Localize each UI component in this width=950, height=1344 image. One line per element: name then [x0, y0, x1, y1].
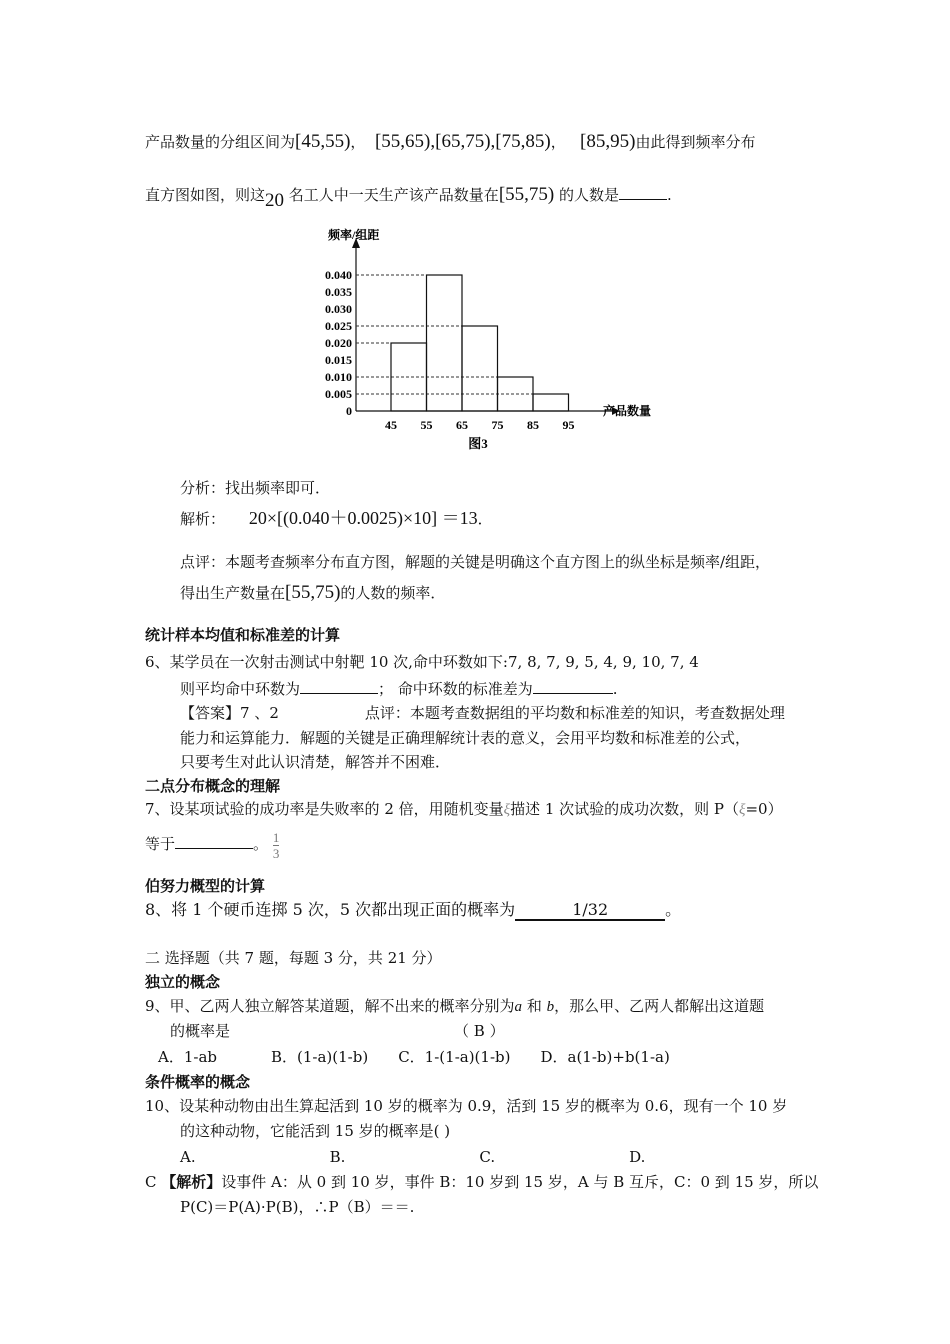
period: . — [612, 680, 618, 698]
q9-option-a: A．1-ab — [158, 1048, 217, 1066]
intro-suffix: 由此得到频率分布 — [635, 133, 756, 151]
y-tick-label: 0.005 — [325, 387, 352, 401]
fraction-one-third — [273, 830, 280, 861]
q6-comment-1: 点评：本题考查数据组的平均数和标准差的知识，考查数据处理 — [364, 704, 785, 722]
x-tick-label: 65 — [456, 418, 468, 432]
q10-solution-text: 设事件 A：从 0 到 10 岁，事件 B：10 岁到 15 岁，A 与 B 互斥，C：0 到 15 岁，所以 — [221, 1173, 819, 1191]
solution-end: ． — [477, 510, 493, 528]
q9-option-b: B．(1-a)(1-b) — [271, 1048, 369, 1066]
q9-text-c: ，那么甲、乙两人都解出这道题 — [554, 997, 765, 1015]
y-tick-label: 0.010 — [325, 370, 352, 384]
intro-line2-a: 直方图如图，则这 — [145, 186, 266, 204]
q9-and: 和 — [526, 997, 542, 1015]
question-7-line-2 — [145, 828, 279, 861]
q10-answer-letter: C — [145, 1173, 157, 1191]
intro-line2-c: 的人数是 — [559, 186, 620, 204]
y-tick-label: 0.015 — [325, 353, 352, 367]
x-tick-label: 75 — [491, 418, 504, 432]
intro-line-1 — [145, 132, 755, 152]
histogram-bar — [462, 326, 498, 411]
intro-line-2 — [145, 184, 672, 211]
section-heading-independence: 独立的概念 — [145, 973, 221, 991]
y-tick-label: 0.035 — [325, 285, 352, 299]
q7-text-b: 描述 1 次试验的成功次数，则 P（ — [510, 800, 740, 818]
q9-text-a: 9、甲、乙两人独立解答某道题，解不出来的概率分别为 — [145, 997, 515, 1015]
period: . — [667, 186, 672, 204]
q6-std-blank — [533, 678, 613, 694]
interval-2: [55,65) — [374, 131, 431, 152]
section-heading-two-point: 二点分布概念的理解 — [145, 777, 281, 795]
y-tick-label: 0.040 — [325, 268, 352, 282]
y-tick-label: 0.020 — [325, 336, 352, 350]
fraction-denominator: 3 — [272, 845, 280, 861]
q10-option-c: C. — [479, 1148, 496, 1166]
q10-solution-label: 【解析】 — [161, 1173, 222, 1191]
question-10-line-2: 的这种动物，它能活到 15 岁的概率是( ) — [180, 1122, 451, 1140]
solution-line — [180, 508, 493, 529]
chart-title: 图3 — [468, 436, 488, 451]
q8-text: 8、将 1 个硬币连掷 5 次，5 次都出现正面的概率为 — [145, 900, 516, 919]
q7-text-c: =0） — [745, 800, 783, 818]
histogram-chart — [300, 224, 680, 460]
question-7 — [145, 799, 783, 820]
q6-mean-blank — [300, 678, 378, 694]
q6-mean-label: 则平均命中环数为 — [180, 680, 301, 698]
x-tick-label: 45 — [385, 418, 397, 432]
q6-std-label: ； 命中环数的标准差为 — [378, 680, 533, 698]
q9-line2: 的概率是 — [170, 1022, 231, 1040]
q7-equals: 等于 — [145, 835, 176, 853]
y-tick-label: 0.025 — [325, 319, 352, 333]
y-tick-label: 0 — [346, 404, 352, 418]
q6-answer-line — [180, 703, 785, 723]
fraction-numerator: 1 — [272, 829, 280, 845]
interval-5: [85,95) — [580, 131, 636, 152]
solution-label: 解析： — [180, 510, 226, 528]
analysis-label: 分析： — [180, 479, 226, 497]
q6-comment-2: 能力和运算能力．解题的关键是正确理解统计表的意义，会用平均数和标准差的公式， — [180, 729, 751, 747]
q8-answer: 1/32 — [515, 901, 665, 921]
q10-options — [180, 1147, 645, 1167]
interval-1: [45,55) — [295, 131, 351, 152]
x-tick-label: 85 — [527, 418, 539, 432]
comment-line2-b: 的人数的频率． — [340, 584, 446, 602]
x-tick-label: 95 — [562, 418, 575, 432]
comment-line-1: 点评：本题考查频率分布直方图，解题的关键是明确这个直方图上的纵坐标是频率/组距， — [180, 553, 771, 571]
question-6-line-2 — [180, 678, 618, 699]
histogram-bar — [427, 275, 463, 411]
q8-end: 。 — [665, 900, 682, 919]
var-a: a — [514, 999, 523, 1015]
answer-label: 【答案】 — [180, 704, 241, 722]
q9-option-d: D．a(1-b)+b(1-a) — [540, 1048, 670, 1066]
part2-title: 二 选择题（共 7 题，每题 3 分，共 21 分） — [145, 949, 442, 967]
q9-answer: （ B ） — [454, 1022, 505, 1040]
answer-values: 7 、2 — [240, 704, 279, 722]
interval-4: [75,85) — [495, 131, 551, 152]
q10-option-b: B. — [329, 1148, 346, 1166]
interval-55-75: [55,75) — [498, 184, 555, 205]
comment-interval: [55,75) — [285, 582, 341, 603]
section-heading-conditional: 条件概率的概念 — [145, 1073, 251, 1091]
sep: ， — [350, 133, 366, 151]
question-6: 6、某学员在一次射击测试中射靶 10 次,命中环数如下:7, 8, 7, 9, 5, 4, 9, 10, 7, 4 — [145, 653, 699, 671]
sep: , — [490, 131, 496, 152]
interval-3: [65,75) — [435, 131, 491, 152]
q7-text-a: 7、设某项试验的成功率是失败率的 2 倍，用随机变量 — [145, 800, 504, 818]
var-b: b — [546, 999, 555, 1015]
analysis-text: 找出频率即可． — [225, 479, 331, 497]
q9-options — [158, 1047, 670, 1067]
q9-option-c: C．1-(1-a)(1-b) — [398, 1048, 511, 1066]
q7-blank — [175, 833, 253, 849]
histogram-bar — [533, 394, 569, 411]
y-axis-label: 频率/组距 — [328, 228, 380, 242]
y-tick-label: 0.030 — [325, 302, 352, 316]
xi-symbol: ξ — [503, 802, 511, 818]
sep: ， — [550, 133, 566, 151]
section-heading-mean-std: 统计样本均值和标准差的计算 — [145, 626, 341, 644]
worker-count: 20 — [265, 190, 285, 211]
answer-blank — [619, 184, 667, 200]
histogram-layer — [325, 227, 651, 451]
q6-comment-3: 只要考生对此认识清楚，解答并不困难． — [180, 753, 451, 771]
analysis-line — [180, 478, 330, 498]
x-tick-label: 55 — [420, 418, 433, 432]
section-heading-bernoulli: 伯努力概型的计算 — [145, 877, 266, 895]
intro-prefix: 产品数量的分组区间为 — [145, 133, 296, 151]
question-9-line-2 — [170, 1021, 505, 1041]
comment-line2-a: 得出生产数量在 — [180, 584, 286, 602]
x-axis-label: 产品数量 — [603, 404, 652, 418]
q10-solution-line-2: P(C)＝P(A)·P(B)，∴P（B）＝＝. — [180, 1198, 415, 1216]
question-8 — [145, 900, 681, 921]
question-10: 10、设某种动物由出生算起活到 10 岁的概率为 0.9，活到 15 岁的概率为 0.6，现有一个 10 岁 — [145, 1097, 788, 1115]
xi-symbol: ξ — [739, 802, 746, 818]
q10-solution — [145, 1172, 818, 1192]
question-9 — [145, 996, 764, 1017]
q10-option-d: D. — [629, 1148, 646, 1166]
comment-line-2 — [180, 583, 445, 603]
q10-option-a: A. — [180, 1148, 196, 1166]
intro-line2-b: 名工人中一天生产该产品数量在 — [288, 186, 499, 204]
sep: , — [430, 131, 436, 152]
solution-formula: 20×[(0.040＋0.0025)×10] ＝13 — [248, 508, 478, 528]
q7-end: 。 — [253, 835, 269, 853]
